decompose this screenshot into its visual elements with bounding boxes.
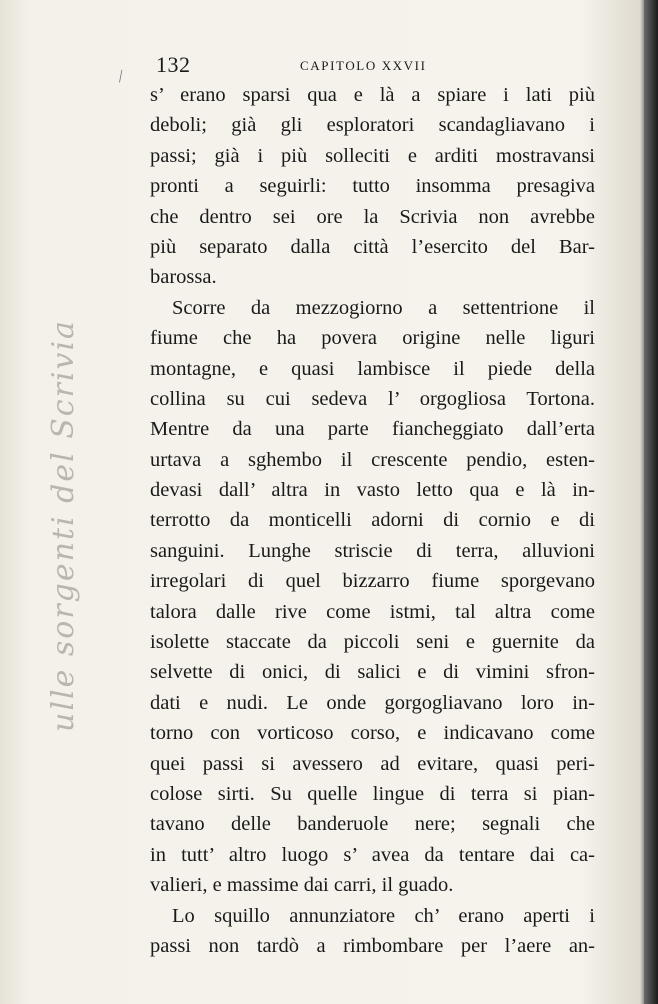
text-line: in tutt’ altro luogo s’ avea da tentare dai ca- (150, 843, 595, 866)
text-line: torno con vorticoso corso, e indicavano come (150, 722, 595, 745)
paragraph-start-line: Scorre da mezzogiorno a settentrione il (172, 296, 595, 319)
text-line: tavano delle banderuole nere; segnali che (150, 813, 595, 836)
text-line: collina su cui sedeva l’ orgogliosa Tortona. (150, 387, 595, 410)
pencil-mark: \ (113, 66, 128, 86)
text-line: fiume che ha povera origine nelle liguri (150, 327, 595, 350)
text-line: sanguini. Lunghe striscie di terra, alluvioni (150, 539, 595, 562)
body-text (150, 80, 595, 961)
text-line: Mentre da una parte fiancheggiato dall’erta (150, 418, 595, 441)
page-number: 132 (156, 52, 191, 77)
paragraph-start-line: Lo squillo annunziatore ch’ erano aperti i (172, 904, 595, 927)
text-line: dati e nudi. Le onde gorgogliavano loro in- (150, 691, 595, 714)
text-line: valieri, e massime dai carri, il guado. (150, 874, 454, 897)
text-line: irregolari di quel bizzarro fiume sporgevano (150, 570, 595, 593)
text-line: che dentro sei ore la Scrivia non avrebbe (150, 205, 595, 228)
text-line: urtava a sghembo il crescente pendio, esten- (150, 448, 595, 471)
text-line: terrotto da monticelli adorni di cornio e di (150, 509, 595, 532)
running-head: CAPITOLO XXVII (300, 58, 427, 73)
text-line: colose sirti. Su quelle lingue di terra si pian- (150, 782, 595, 805)
text-line: pronti a seguirli: tutto insomma presagiva (150, 175, 595, 198)
text-line: isolette staccate da piccoli seni e guernite da (150, 631, 595, 654)
text-line: devasi dall’ altra in vasto letto qua e là in- (150, 479, 595, 502)
text-line: talora dalle rive come istmi, tal altra come (150, 600, 595, 623)
text-line: passi; già i più solleciti e arditi mostravansi (150, 144, 595, 167)
text-line: più separato dalla città l’esercito del Bar- (150, 235, 595, 258)
text-line: deboli; già gli esploratori scandagliavano i (150, 114, 595, 137)
page-header (148, 50, 598, 80)
margin-annotation (28, 300, 98, 750)
text-line: selvette di onici, di salici e di vimini sfron- (150, 661, 595, 684)
page-edge-shadow (644, 0, 658, 1004)
text-line: montagne, e quasi lambisce il piede della (150, 357, 595, 380)
text-line: barossa. (150, 266, 217, 289)
text-line: passi non tardò a rimbombare per l’aere an- (150, 934, 595, 957)
text-line: quei passi si avessero ad evitare, quasi peri- (150, 752, 595, 775)
text-line: s’ erano sparsi qua e là a spiare i lati più (150, 84, 595, 106)
margin-annotation-text: ulle sorgenti del Scrivia (45, 318, 81, 732)
